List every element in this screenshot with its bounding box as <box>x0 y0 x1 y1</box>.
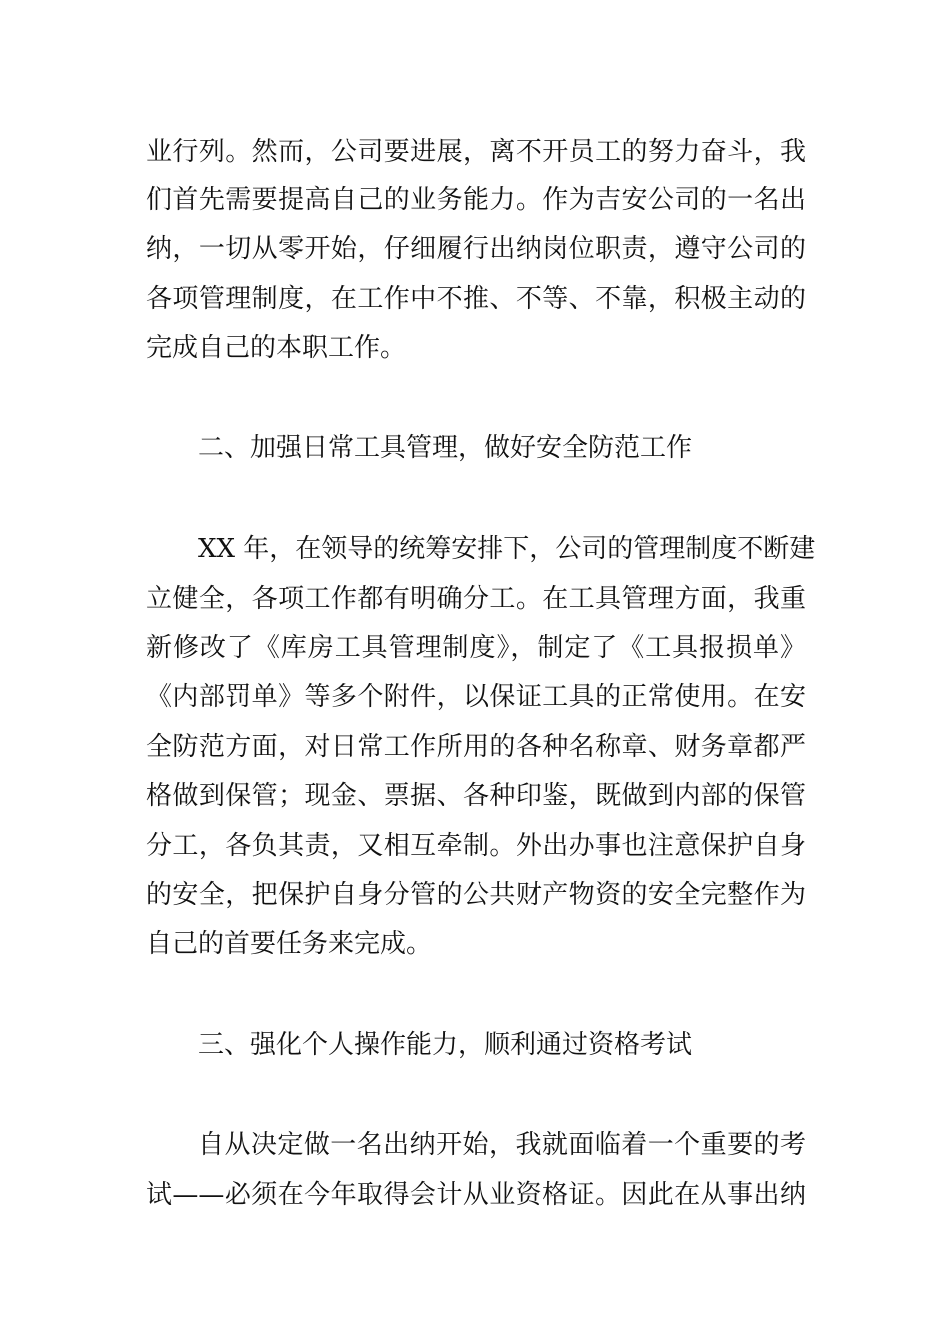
paragraph-1-line-5: 完成自己的本职工作。 <box>146 333 407 363</box>
paragraph-2-line-6: 格做到保管；现金、票据、各种印鉴，既做到内部的保管 <box>146 781 806 811</box>
paragraph-3-line-1: 自从决定做一名出纳开始，我就面临着一个重要的考 <box>198 1130 806 1160</box>
paragraph-1-line-1: 业行列。然而，公司要进展，离不开员工的努力奋斗，我 <box>146 137 806 167</box>
paragraph-1-line-3: 纳，一切从零开始，仔细履行出纳岗位职责，遵守公司的 <box>146 234 806 264</box>
section-heading-2: 二、加强日常工具管理，做好安全防范工作 <box>198 433 693 463</box>
paragraph-2-line-9: 自己的首要任务来完成。 <box>146 929 433 959</box>
paragraph-2-line-1: XX 年，在领导的统筹安排下，公司的管理制度不断建 <box>198 534 816 564</box>
paragraph-2-line-5: 全防范方面，对日常工作所用的各种名称章、财务章都严 <box>146 732 806 762</box>
paragraph-2-line-4: 《内部罚单》等多个附件，以保证工具的正常使用。在安 <box>146 682 806 712</box>
section-heading-3: 三、强化个人操作能力，顺利通过资格考试 <box>198 1030 693 1060</box>
paragraph-1-line-2: 们首先需要提高自己的业务能力。作为吉安公司的一名出 <box>146 185 806 215</box>
paragraph-2-line-7: 分工，各负其责，又相互牵制。外出办事也注意保护自身 <box>146 831 806 861</box>
paragraph-3-line-2: 试——必须在今年取得会计从业资格证。因此在从事出纳 <box>146 1180 806 1210</box>
paragraph-2-line-2: 立健全，各项工作都有明确分工。在工具管理方面，我重 <box>146 584 806 614</box>
paragraph-2-line-8: 的安全，把保护自身分管的公共财产物资的安全完整作为 <box>146 880 806 910</box>
paragraph-2-line-3: 新修改了《库房工具管理制度》，制定了《工具报损单》 <box>146 633 806 663</box>
paragraph-1-line-4: 各项管理制度，在工作中不推、不等、不靠，积极主动的 <box>146 284 806 314</box>
